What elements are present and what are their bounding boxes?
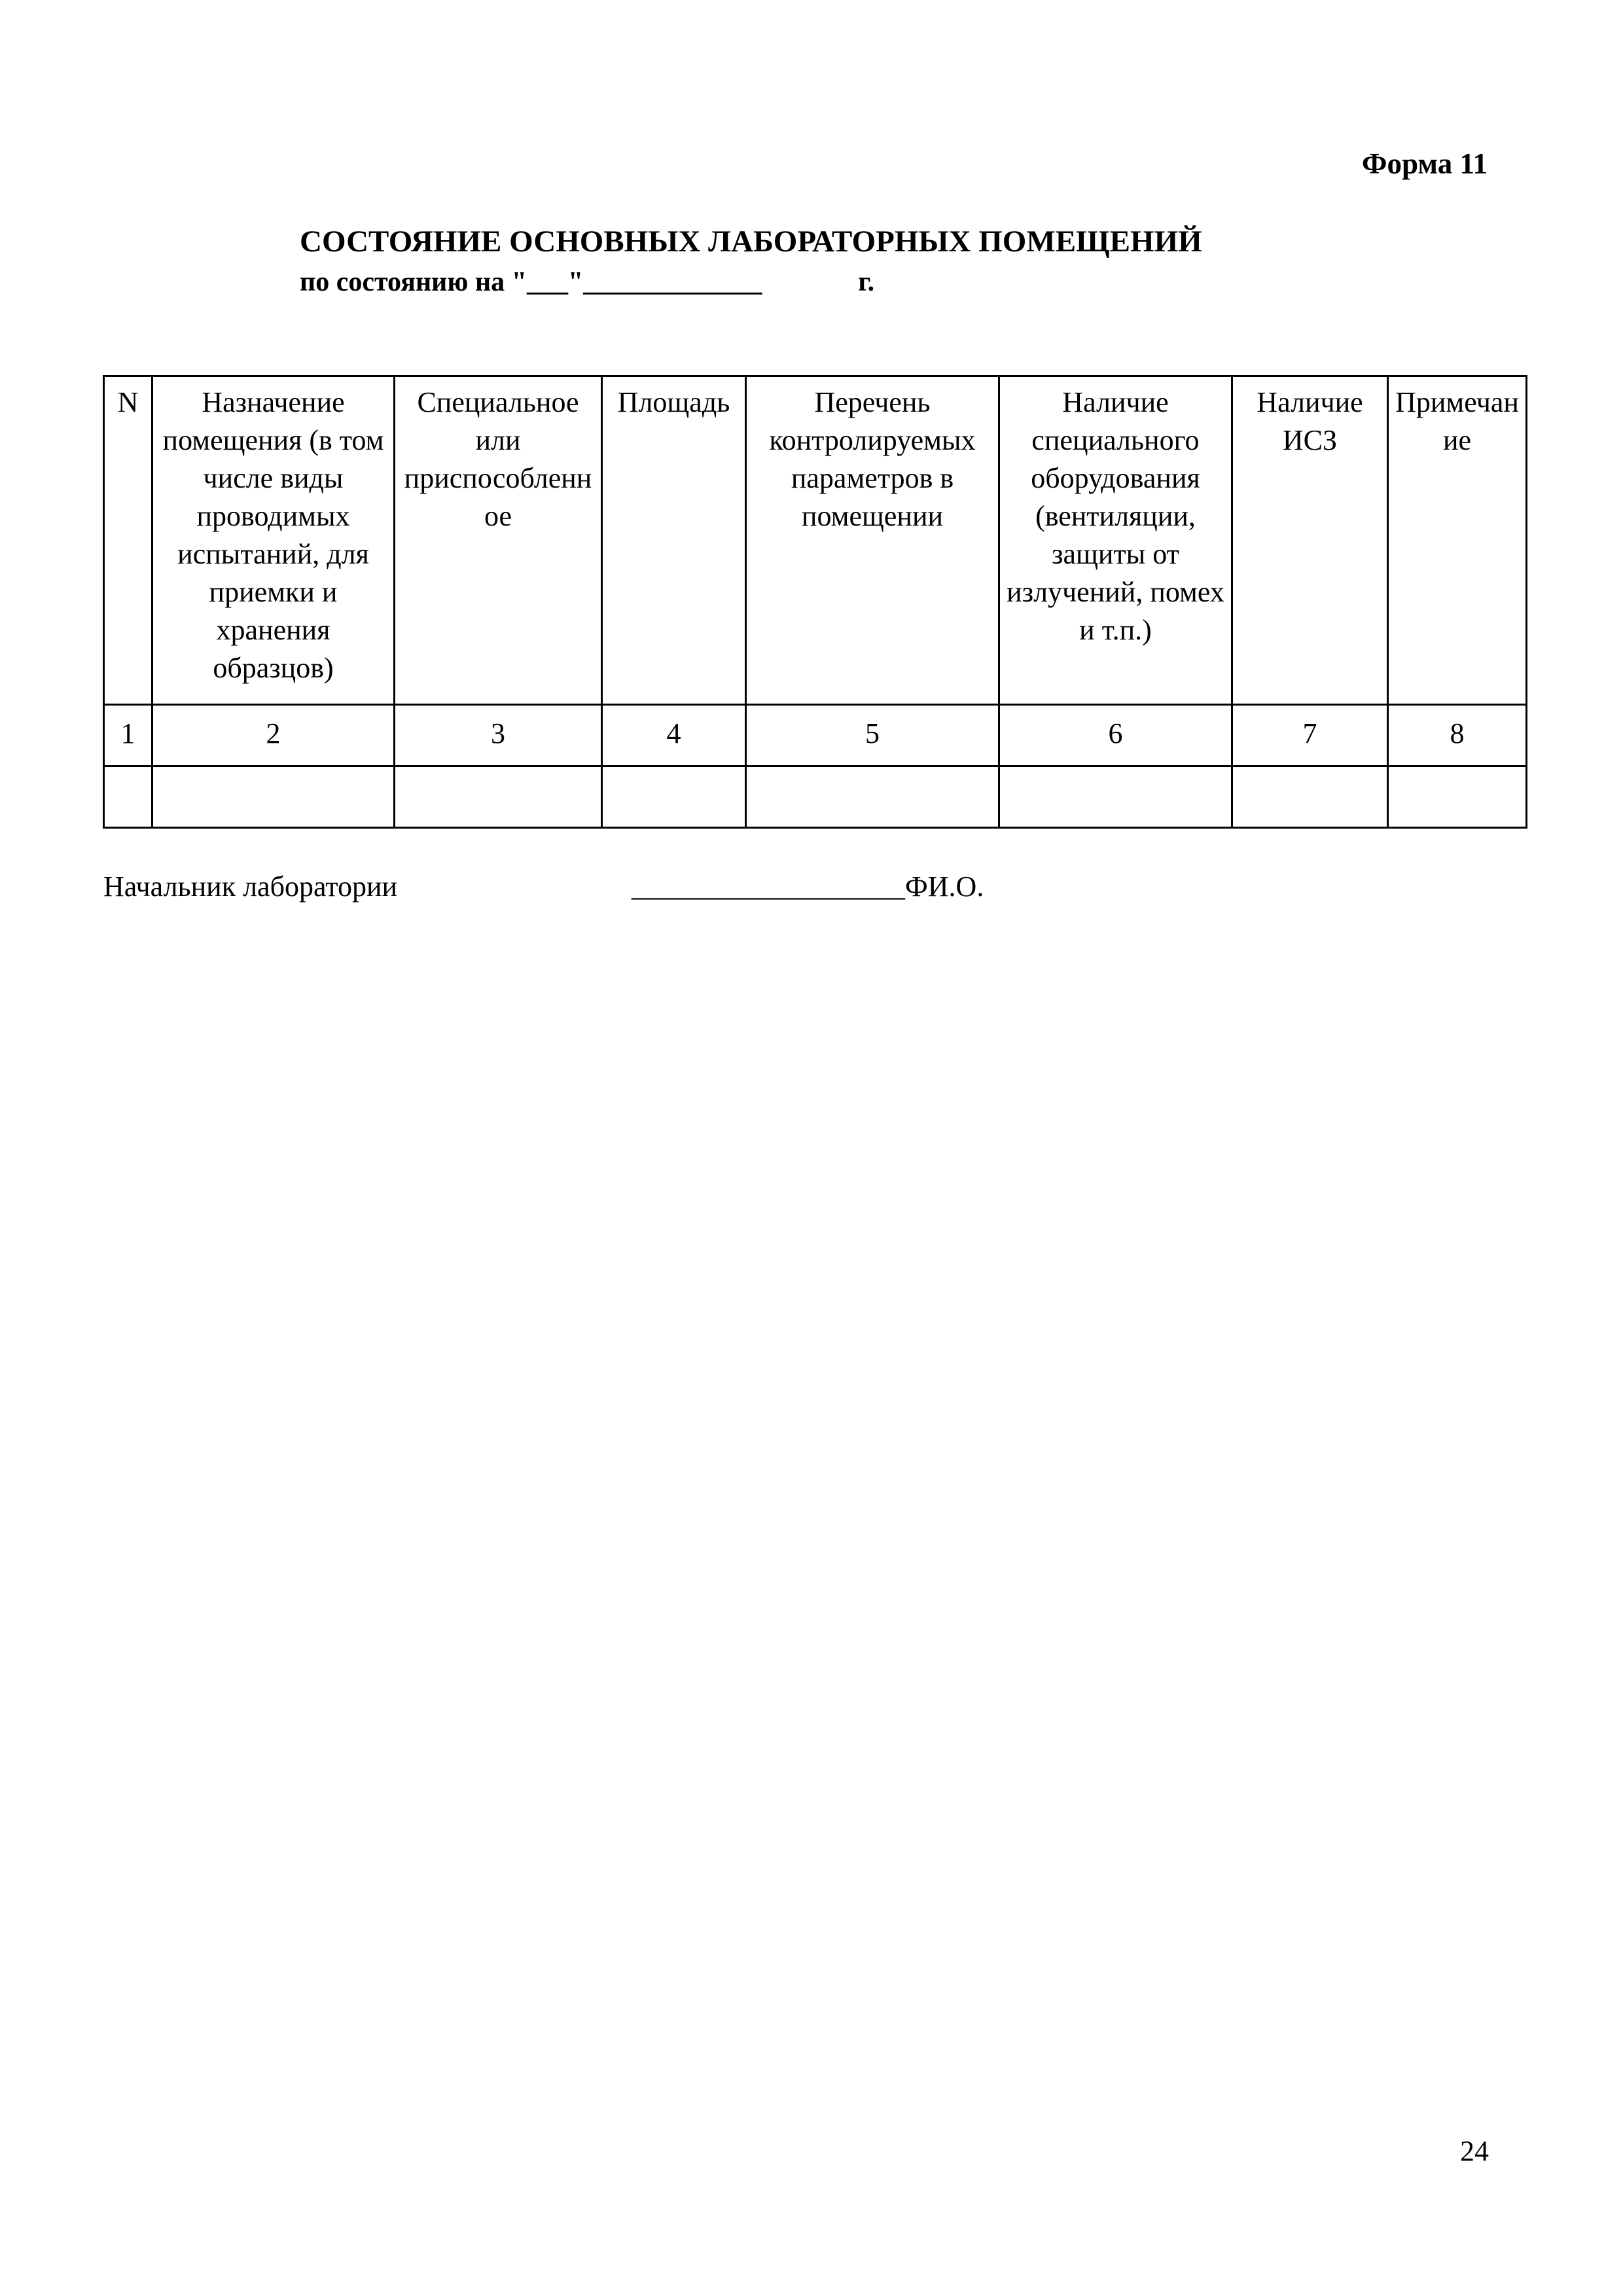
header-equipment: Наличие специального оборудования (вентиляции, защиты от излучений, помех и т.п.) (999, 376, 1232, 705)
column-number: 1 (104, 705, 152, 766)
table-cell[interactable] (395, 766, 602, 828)
table-cell[interactable] (152, 766, 395, 828)
document-subtitle: по состоянию на "___"_____________ г. (300, 267, 875, 297)
column-number: 7 (1232, 705, 1388, 766)
table-cell[interactable] (999, 766, 1232, 828)
column-number: 3 (395, 705, 602, 766)
column-number: 2 (152, 705, 395, 766)
header-isz: Наличие ИСЗ (1232, 376, 1388, 705)
header-area: Площадь (602, 376, 746, 705)
header-parameters: Перечень контролируемых параметров в помещении (746, 376, 999, 705)
column-number: 4 (602, 705, 746, 766)
header-note: Примечание (1388, 376, 1527, 705)
header-special: Специальное или приспособленное (395, 376, 602, 705)
signature-line: ___________________ФИ.О. (632, 870, 984, 903)
form-label: Форма 11 (1361, 147, 1488, 180)
table-cell[interactable] (1232, 766, 1388, 828)
document-title: СОСТОЯНИЕ ОСНОВНЫХ ЛАБОРАТОРНЫХ ПОМЕЩЕНИЙ (300, 224, 1202, 259)
table-cell[interactable] (746, 766, 999, 828)
column-number-row (104, 705, 1527, 766)
column-number: 6 (999, 705, 1232, 766)
header-number: N (104, 376, 152, 705)
table-cell[interactable] (1388, 766, 1527, 828)
signature-label: Начальник лаборатории (103, 870, 398, 903)
page-number: 24 (1460, 2135, 1489, 2167)
table-cell[interactable] (602, 766, 746, 828)
table-row (104, 766, 1527, 828)
table-header-row (104, 376, 1527, 705)
column-number: 5 (746, 705, 999, 766)
rooms-table (103, 375, 1527, 829)
column-number: 8 (1388, 705, 1527, 766)
table-cell[interactable] (104, 766, 152, 828)
header-purpose: Назначение помещения (в том числе виды проводимых испытаний, для приемки и хранения образцов) (152, 376, 395, 705)
